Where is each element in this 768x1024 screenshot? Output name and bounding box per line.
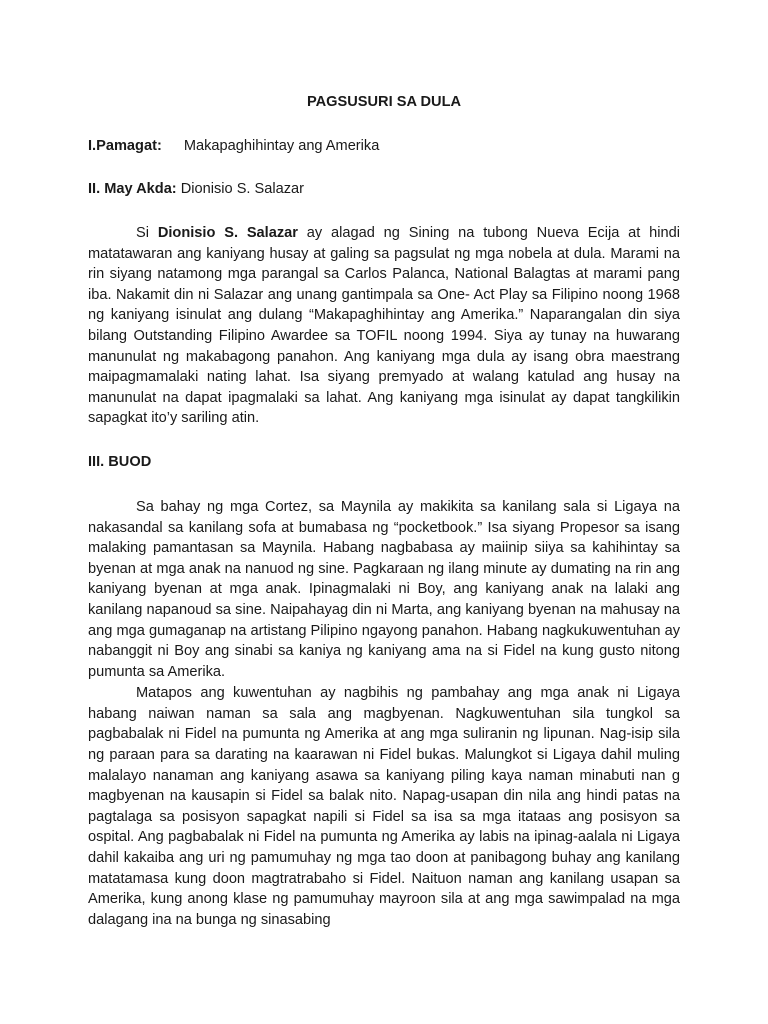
bio-lead: Si: [136, 225, 158, 241]
akda-line: [88, 179, 680, 199]
pamagat-line: [88, 136, 680, 156]
pamagat-label: I.Pamagat:: [88, 138, 162, 154]
bio-author-name: Dionisio S. Salazar: [157, 225, 298, 241]
akda-label: II. May Akda:: [88, 181, 177, 197]
author-bio-paragraph: [88, 223, 680, 429]
pamagat-value: Makapaghihintay ang Amerika: [183, 138, 380, 154]
bio-text: ay alagad ng Sining na tubong Nueva Ecija at hindi matatawaran ang kaniyang husay at galing sa pagsulat ng mga nobela at dula. Marami na rin siyang natamong mga parangal sa Carlos Palanca, National Balagtas at marami pang iba. Nakamit din ni Salazar ang unang gantimpala sa One- Act Play sa Filipino noong 1968 ng kaniyang isinulat ang dulang “Makapaghihintay ang Amerika.” Naparangalan din siya bilang Outstanding Filipino Awardee sa TOFIL noong 1994. Siya ay tunay na huwarang manunulat ng makabagong panahon. Ang kaniyang mga dula ay isang obra maestrang maipagmamalaki nating lahat. Isa siyang premyado at walang katulad ang husay na manunulat na dapat ipagmalaki sa lahat. Ang kaniyang mga isinulat ay dapat tangkilikin sapagkat ito’y sariling atin.: [88, 225, 681, 427]
page-title: PAGSUSURI SA DULA: [306, 94, 462, 110]
buod-paragraph-2: Matapos ang kuwentuhan ay nagbihis ng pambahay ang mga anak ni Ligaya habang naiwan naman sa sala ang magbyenan. Nagkuwentuhan sila tungkol sa pagbabalak ni Fidel na pumunta ng Amerika at ang mga suliranin ng lipunan. Nag-isip sila ng paraan para sa darating na kaarawan ni Fidel bukas. Malungkot si Ligaya dahil muling malalayo nanaman ang kaniyang asawa sa kaniyang piling kaya naman minabuti nan g magbyenan na kausapin si Fidel sa balak nito. Napag-usapan din nila ang hindi patas na pagtalaga sa posisyon sapagkat napili si Fidel sa isa sa mga itataas ang posisyon sa ospital. Ang pagbabalak ni Fidel na pumunta ng Amerika ay labis na ipinag-aalala ni Ligaya dahil kakaiba ang uri ng pamumuhay ng mga tao doon at panibagong buhay ang kanilang matatamasa kung doon magtratrabaho si Fidel. Naituon naman ang kanilang usapan sa Amerika, kung anong klase ng pamumuhay mayroon sila at ang mga sawimpalad na mga dalagang ina na bunga ng sinasabing: [88, 685, 680, 928]
akda-value: Dionisio S. Salazar: [180, 181, 305, 197]
document-body: [88, 92, 680, 930]
buod-heading: III. BUOD: [88, 453, 152, 470]
buod-paragraph-1: Sa bahay ng mga Cortez, sa Maynila ay makikita sa kanilang sala si Ligaya na nakasandal sa kanilang sofa at bumabasa ng “pocketbook.” Isa siyang Propesor sa isang malaking pamantasan sa Maynila. Habang nagbabasa ay maiinip siiya sa kahihintay sa byenan at mga anak na nanuod ng sine. Pagkaraan ng ilang minute ay dumating na rin ang kaniyang byenan at mga anak. Ipinagmalaki ni Boy, ang kaniyang anak na lalaki ang kanilang napanoud sa sine. Naipahayag din ni Marta, ang kaniyang byenan na mahusay na ang mga gumaganap na artistang Pilipino ngayong panahon. Habang nagkukuwentuhan ay nabanggit ni Boy ang sinabi sa kaniya ng kaniyang ama na si Fidel na kung gusto nitong pumunta sa Amerika.: [88, 498, 680, 680]
